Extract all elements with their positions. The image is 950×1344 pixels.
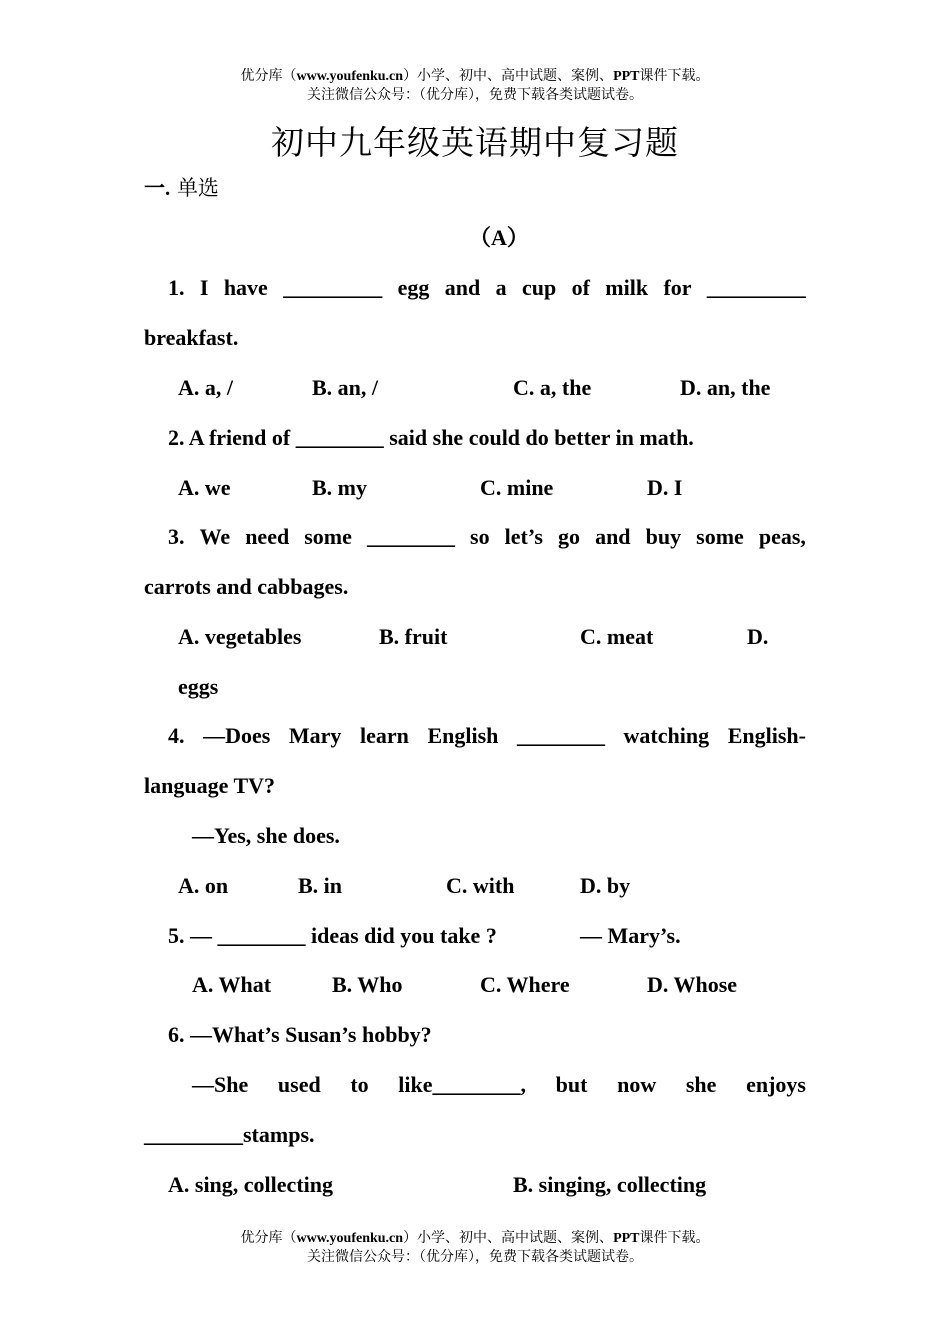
page-footer bbox=[0, 1229, 950, 1266]
footer-line-1: 优分库（www.youfenku.cn）小学、初中、高中试题、案例、PPT课件下载。 bbox=[240, 1230, 710, 1246]
question-3-line-1: 3. We need some ________ so let’s go and buy some peas, bbox=[168, 524, 806, 549]
question-2-option-d: D. I bbox=[647, 475, 683, 500]
site-url: www.youfenku.cn bbox=[296, 69, 404, 84]
question-5-option-c: C. Where bbox=[480, 972, 570, 997]
page-header bbox=[0, 67, 950, 104]
question-4-option-c: C. with bbox=[446, 873, 515, 898]
question-6-option-b: B. singing, collecting bbox=[513, 1172, 707, 1197]
question-1-option-b: B. an, / bbox=[312, 375, 379, 400]
question-4-option-b: B. in bbox=[298, 873, 343, 898]
question-1-option-a: A. a, / bbox=[178, 375, 233, 400]
question-4-line-2: language TV? bbox=[144, 773, 276, 798]
question-3-option-d: D. bbox=[747, 624, 769, 649]
header-line-2: 关注微信公众号：（优分库），免费下载各类试题试卷。 bbox=[307, 87, 643, 103]
question-3-option-a: A. vegetables bbox=[178, 624, 302, 649]
question-4-line-1: 4. —Does Mary learn English ________ watching English- bbox=[168, 723, 806, 748]
question-6-line-2: —She used to like________, but now she enjoys bbox=[192, 1072, 806, 1097]
page-title: 初中九年级英语期中复习题 bbox=[271, 123, 679, 162]
question-2-text: 2. A friend of ________ said she could do better in math. bbox=[168, 425, 694, 450]
question-3-line-2: carrots and cabbages. bbox=[144, 574, 349, 599]
question-6-option-a: A. sing, collecting bbox=[168, 1172, 333, 1197]
question-3-option-c: C. meat bbox=[580, 624, 654, 649]
question-3-option-b: B. fruit bbox=[379, 624, 448, 649]
question-5-option-b: B. Who bbox=[332, 972, 403, 997]
question-6-line-3: _________stamps. bbox=[144, 1122, 315, 1147]
question-4-option-a: A. on bbox=[178, 873, 229, 898]
section-heading: 一. 单选 bbox=[144, 176, 219, 200]
footer-line-2: 关注微信公众号：（优分库），免费下载各类试题试卷。 bbox=[307, 1249, 643, 1265]
group-label: （A） bbox=[469, 225, 529, 250]
question-2-option-a: A. we bbox=[178, 475, 231, 500]
question-5-option-a: A. What bbox=[192, 972, 272, 997]
header-line-1: 优分库（www.youfenku.cn）小学、初中、高中试题、案例、PPT课件下载。 bbox=[240, 68, 710, 84]
question-1-line-1: 1. I have _________ egg and a cup of milk for _________ bbox=[168, 275, 806, 300]
question-6-text: 6. —What’s Susan’s hobby? bbox=[168, 1022, 432, 1047]
question-3-option-d-text: eggs bbox=[178, 674, 219, 699]
question-1-option-c: C. a, the bbox=[513, 375, 592, 400]
footer-site-url: www.youfenku.cn bbox=[296, 1231, 404, 1246]
question-1-option-d: D. an, the bbox=[680, 375, 771, 400]
question-2-option-b: B. my bbox=[312, 475, 367, 500]
question-2-option-c: C. mine bbox=[480, 475, 554, 500]
question-1-line-2: breakfast. bbox=[144, 325, 239, 350]
question-4-option-d: D. by bbox=[580, 873, 631, 898]
question-4-answer: —Yes, she does. bbox=[192, 823, 340, 848]
question-5-text: 5. — ________ ideas did you take ? bbox=[168, 923, 497, 948]
question-5-option-d: D. Whose bbox=[647, 972, 738, 997]
question-5-reply: — Mary’s. bbox=[580, 923, 681, 948]
